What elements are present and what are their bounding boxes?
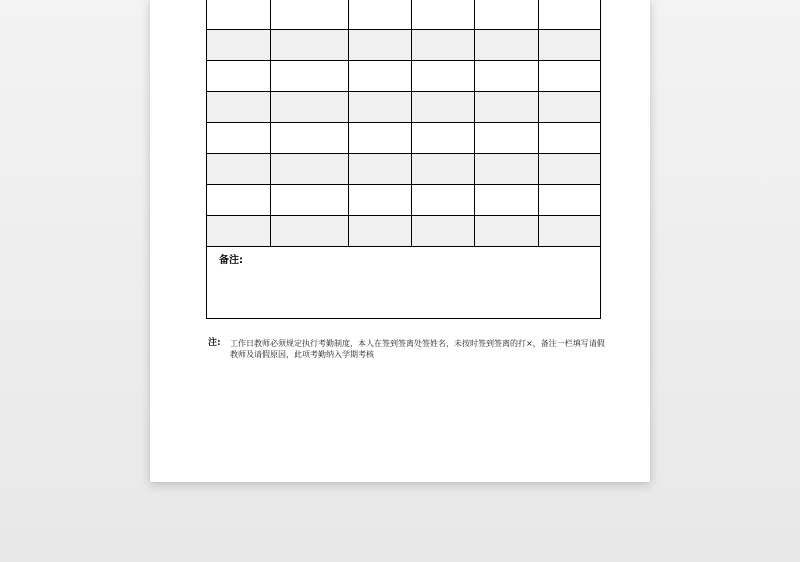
table-cell[interactable] [412, 61, 475, 92]
table-cell[interactable] [207, 61, 271, 92]
table-cell[interactable] [539, 185, 601, 216]
table-cell[interactable] [412, 185, 475, 216]
table-row [207, 92, 601, 123]
table-cell[interactable] [271, 123, 349, 154]
table-row [207, 30, 601, 61]
table-row [207, 154, 601, 185]
table-cell[interactable] [412, 154, 475, 185]
table-row [207, 61, 601, 92]
table-cell[interactable] [207, 154, 271, 185]
table-cell[interactable] [412, 123, 475, 154]
attendance-table [206, 0, 601, 319]
table-cell[interactable] [271, 0, 349, 30]
table-cell[interactable] [207, 216, 271, 247]
table-cell[interactable] [539, 216, 601, 247]
table-cell[interactable] [207, 0, 271, 30]
table-cell[interactable] [475, 61, 539, 92]
table-cell[interactable] [271, 185, 349, 216]
table-cell[interactable] [207, 30, 271, 61]
table-row [207, 0, 601, 30]
table-cell[interactable] [412, 216, 475, 247]
table-cell[interactable] [349, 30, 412, 61]
remark-cell [207, 247, 601, 319]
document-page [150, 0, 650, 482]
table-cell[interactable] [475, 123, 539, 154]
attendance-table-body [207, 0, 601, 247]
table-cell[interactable] [349, 185, 412, 216]
table-cell[interactable] [207, 123, 271, 154]
table-cell[interactable] [271, 216, 349, 247]
table-row [207, 185, 601, 216]
table-cell[interactable] [271, 30, 349, 61]
table-cell[interactable] [271, 61, 349, 92]
table-row [207, 216, 601, 247]
table-cell[interactable] [271, 92, 349, 123]
table-cell[interactable] [349, 216, 412, 247]
remark-row [207, 247, 601, 319]
table-cell[interactable] [412, 30, 475, 61]
table-cell[interactable] [412, 92, 475, 123]
remark-label: 备注: [219, 255, 243, 266]
footnote [208, 338, 608, 360]
table-cell[interactable] [349, 123, 412, 154]
table-cell[interactable] [539, 30, 601, 61]
table-cell[interactable] [412, 0, 475, 30]
table-cell[interactable] [475, 216, 539, 247]
table-cell[interactable] [271, 154, 349, 185]
footnote-label: 注: [208, 338, 221, 348]
table-cell[interactable] [475, 92, 539, 123]
table-cell[interactable] [475, 154, 539, 185]
table-row [207, 123, 601, 154]
table-cell[interactable] [349, 61, 412, 92]
table-cell[interactable] [475, 185, 539, 216]
table-cell[interactable] [539, 0, 601, 30]
footnote-text: 工作日教师必须规定执行考勤制度，本人在签到签离处签姓名，未按时签到签离的打×，备注一栏填写请假教师及请假原因，此项考勤纳入学期考核 [230, 339, 605, 359]
table-cell[interactable] [539, 123, 601, 154]
table-cell[interactable] [475, 30, 539, 61]
table-cell[interactable] [207, 92, 271, 123]
table-cell[interactable] [349, 92, 412, 123]
table-cell[interactable] [475, 0, 539, 30]
table-cell[interactable] [539, 154, 601, 185]
table-cell[interactable] [349, 154, 412, 185]
table-cell[interactable] [539, 92, 601, 123]
table-cell[interactable] [207, 185, 271, 216]
table-cell[interactable] [349, 0, 412, 30]
table-cell[interactable] [539, 61, 601, 92]
